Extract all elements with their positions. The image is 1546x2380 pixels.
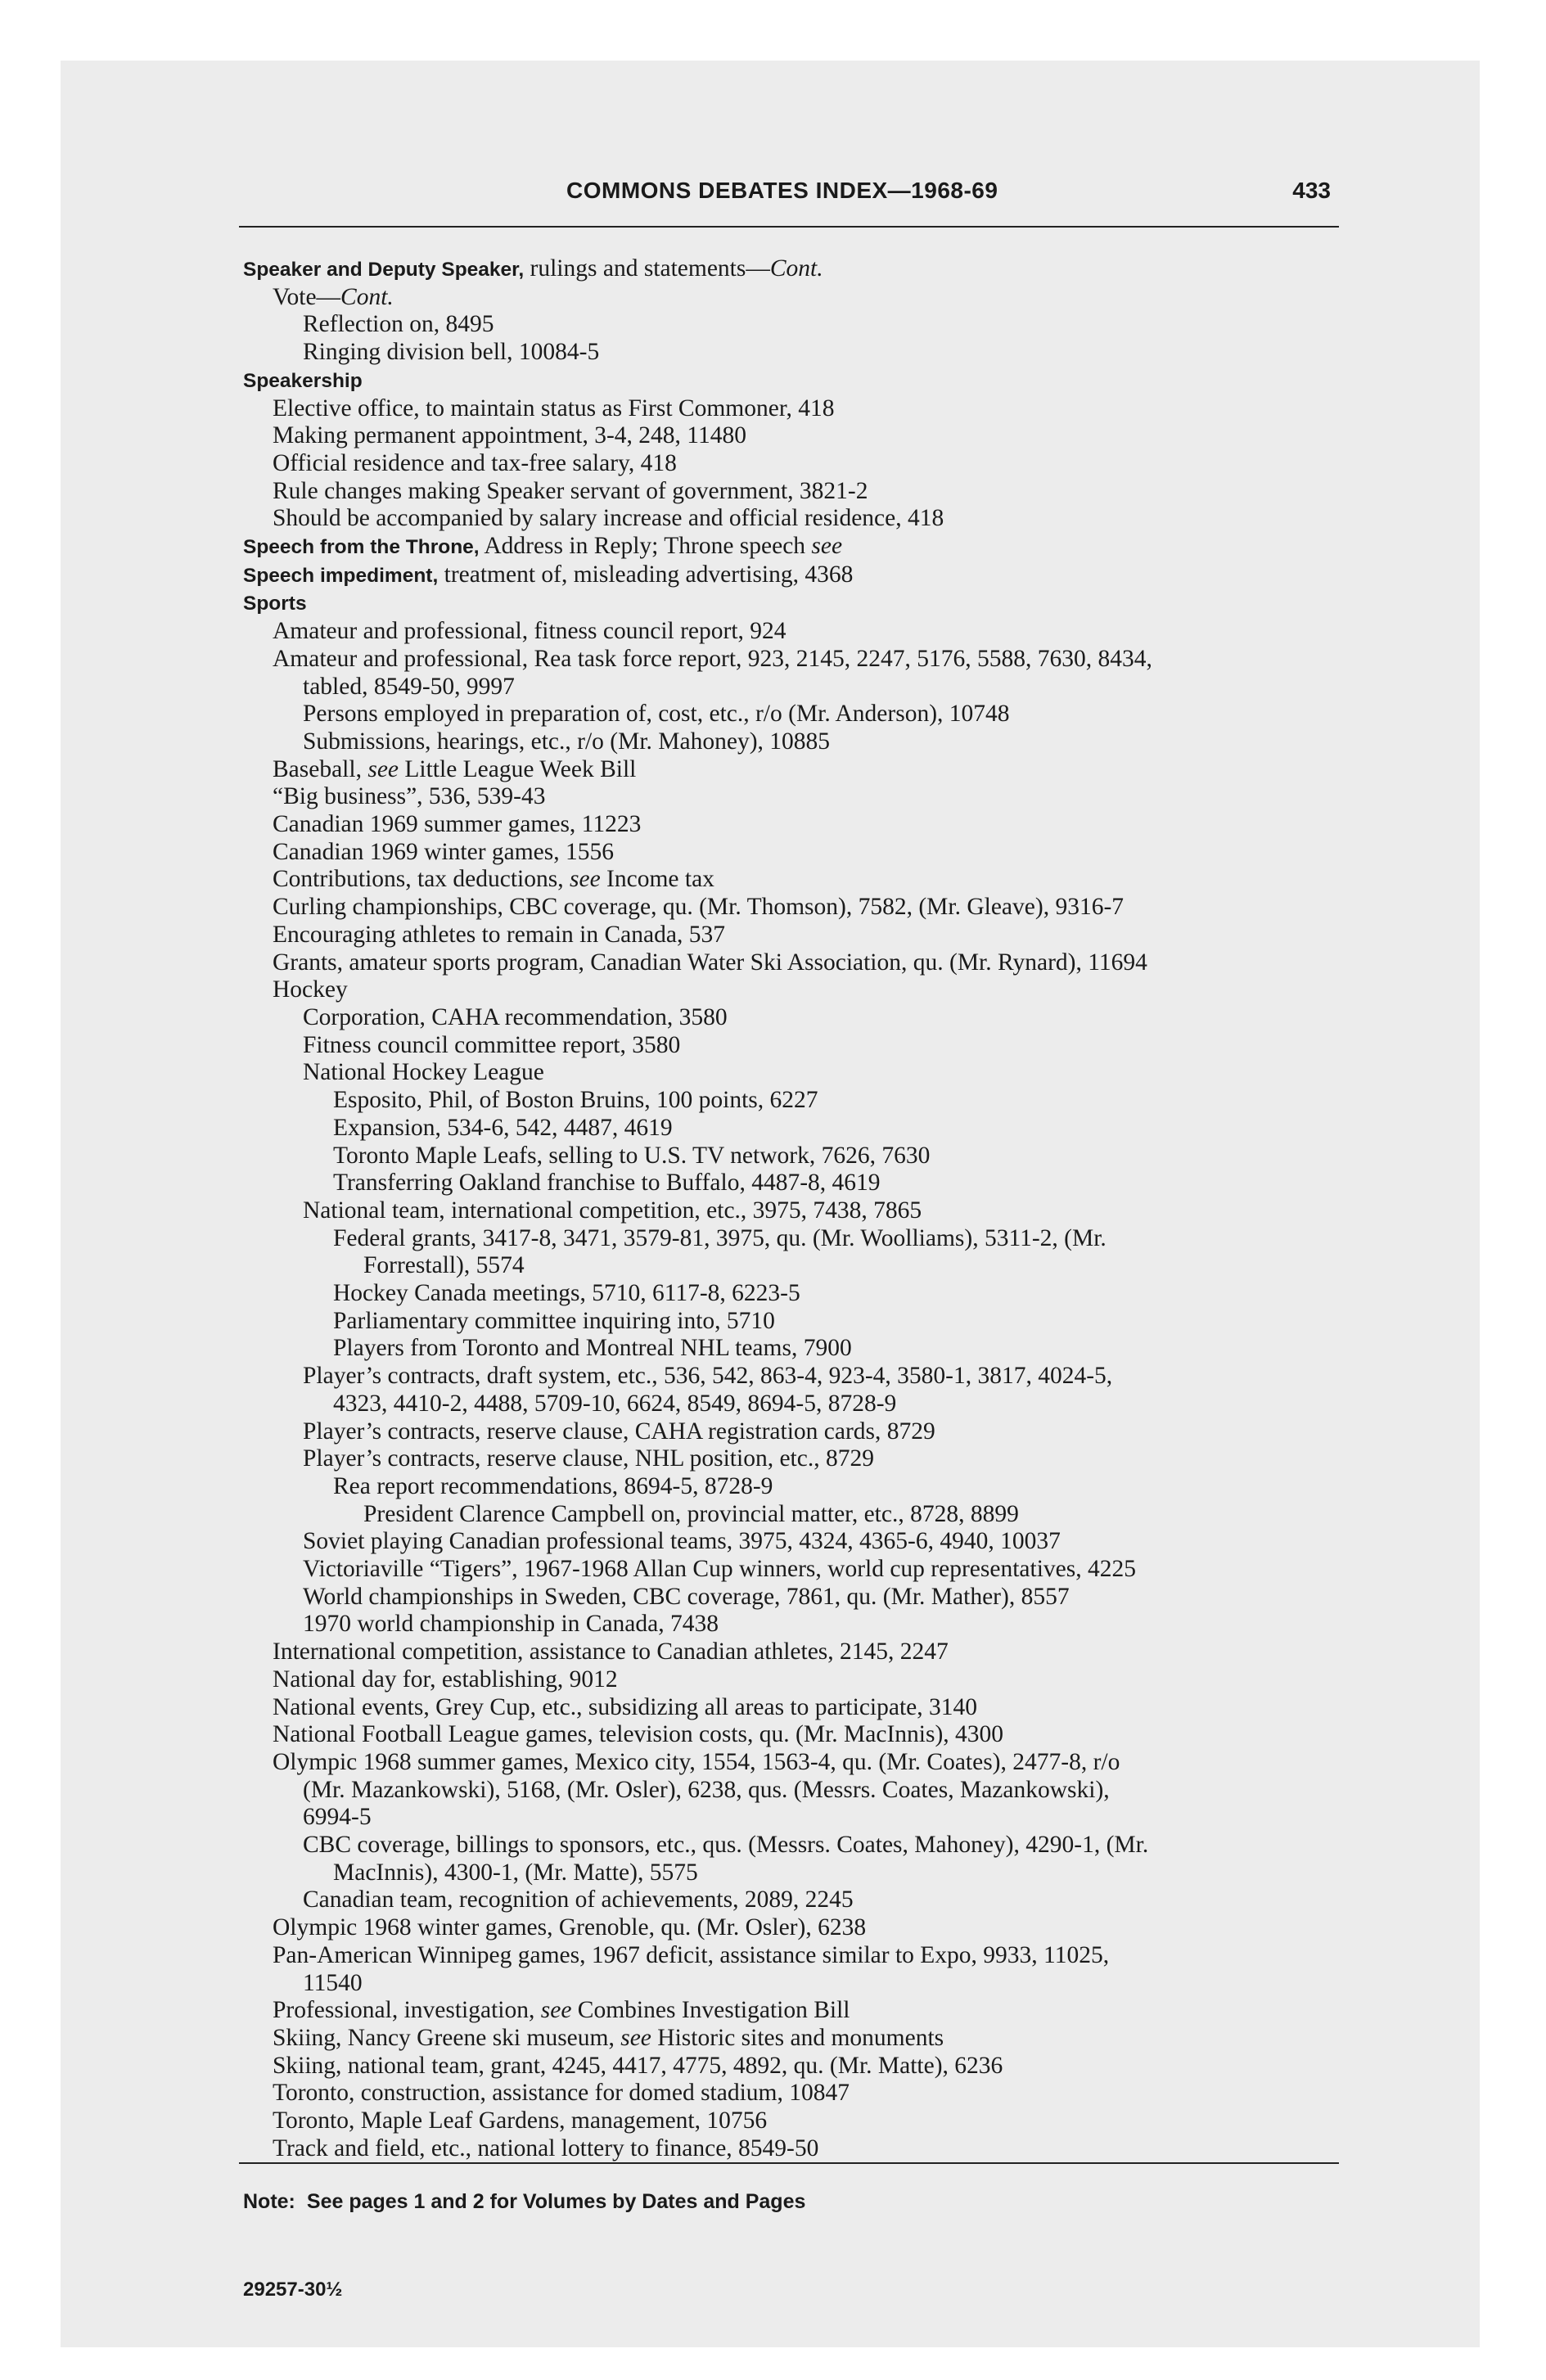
index-entry (243, 2025, 1356, 2053)
entry-text: Parliamentary committee inquiring into, 5710 (333, 1307, 775, 1334)
entry-text: Official residence and tax-free salary, 418 (273, 449, 677, 476)
entry-text: Rea report recommendations, 8694-5, 8728-9 (333, 1472, 773, 1499)
entry-text: Track and field, etc., national lottery to finance, 8549-50 (273, 2134, 819, 2161)
entry-text: Skiing, national team, grant, 4245, 4417, 4775, 4892, qu. (Mr. Matte), 6236 (273, 2052, 1003, 2079)
entry-text: Address in Reply; Throne speech (479, 533, 806, 560)
index-entry (243, 976, 1356, 1004)
entry-text: Professional, investigation, (273, 1997, 535, 2024)
entry-text: Historic sites and monuments (651, 2025, 944, 2051)
index-entry (243, 422, 1356, 450)
header-rule (239, 226, 1339, 228)
index-entry (243, 618, 1356, 646)
entry-text: rulings and statements— (524, 255, 770, 282)
entry-text: Amateur and professional, Rea task force report, 923, 2145, 2247, 5176, 5588, 7630, 8434, (273, 645, 1152, 672)
index-entry (243, 1942, 1356, 1970)
entry-text: Olympic 1968 summer games, Mexico city, 1554, 1563-4, qu. (Mr. Coates), 2477-8, r/o (273, 1748, 1120, 1775)
index-entry (243, 1804, 1356, 1832)
entry-heading: Speakership (243, 369, 363, 392)
index-entry (243, 561, 1356, 590)
index-entry (243, 1970, 1356, 1998)
index-entry (243, 1445, 1356, 1473)
entry-text: Ringing division bell, 10084-5 (303, 339, 600, 366)
entry-text: Amateur and professional, fitness council report, 924 (273, 618, 787, 645)
entry-text: Esposito, Phil, of Boston Bruins, 100 points, 6227 (333, 1087, 818, 1114)
entry-heading: Sports (243, 593, 307, 615)
index-entry (243, 1777, 1356, 1805)
entry-text: National team, international competition, etc., 3975, 7438, 7865 (303, 1197, 922, 1224)
entry-text: Player’s contracts, reserve clause, NHL position, etc., 8729 (303, 1445, 874, 1472)
entry-text: CBC coverage, billings to sponsors, etc., qus. (Messrs. Coates, Mahoney), 4290-1, (Mr. (303, 1832, 1149, 1859)
index-entry (243, 1997, 1356, 2025)
entry-italic: see (534, 1997, 572, 2024)
entry-text: Combines Investigation Bill (571, 1997, 850, 2024)
index-entry (243, 1501, 1356, 1529)
entry-text: Should be accompanied by salary increase and official residence, 418 (273, 505, 944, 532)
index-entry (243, 505, 1356, 533)
index-entry (243, 1639, 1356, 1666)
index-entry (243, 1859, 1356, 1887)
index-entry (243, 1280, 1356, 1308)
page-header (239, 168, 1336, 217)
entry-text: 6994-5 (303, 1804, 372, 1831)
index-entry (243, 339, 1356, 367)
index-entries (243, 255, 1356, 2163)
entry-italic: see (805, 533, 843, 560)
entry-heading: Speech impediment, (243, 564, 439, 587)
index-entry (243, 367, 1356, 395)
index-entry (243, 1059, 1356, 1087)
index-entry (243, 2053, 1356, 2080)
index-entry (243, 1308, 1356, 1336)
index-entry (243, 255, 1356, 284)
index-entry (243, 1335, 1356, 1363)
entry-text: Canadian team, recognition of achievements, 2089, 2245 (303, 1886, 854, 1913)
entry-heading: Speaker and Deputy Speaker, (243, 259, 525, 281)
entry-text: Expansion, 534-6, 542, 4487, 4619 (333, 1114, 673, 1141)
entry-text: Hockey (273, 976, 348, 1003)
running-title: COMMONS DEBATES INDEX—1968-69 (566, 178, 998, 203)
entry-heading: Speech from the Throne, (243, 536, 480, 559)
index-entry (243, 1556, 1356, 1584)
entry-text: Soviet playing Canadian professional teams, 3975, 4324, 4365-6, 4940, 10037 (303, 1528, 1061, 1555)
index-entry (243, 1087, 1356, 1115)
index-entry (243, 1886, 1356, 1914)
index-entry (243, 1197, 1356, 1225)
entry-text: Elective office, to maintain status as First Commoner, 418 (273, 394, 835, 421)
index-entry (243, 1694, 1356, 1722)
entry-text: Canadian 1969 winter games, 1556 (273, 838, 615, 865)
index-entry (243, 1004, 1356, 1032)
entry-text: Corporation, CAHA recommendation, 3580 (303, 1003, 728, 1030)
entry-text: Olympic 1968 winter games, Grenoble, qu. (Mr. Osler), 6238 (273, 1914, 867, 1941)
index-entry (243, 922, 1356, 949)
entry-text: Fitness council committee report, 3580 (303, 1031, 681, 1058)
index-entry (243, 1473, 1356, 1501)
index-entry (243, 1666, 1356, 1694)
entry-italic: Cont. (769, 255, 823, 282)
footer-code: 29257-30½ (243, 2279, 343, 2301)
entry-text: Federal grants, 3417-8, 3471, 3579-81, 3975, qu. (Mr. Woolliams), 5311-2, (Mr. (333, 1224, 1107, 1251)
entry-italic: Cont. (340, 283, 394, 310)
index-entry (243, 1115, 1356, 1143)
index-entry (243, 1252, 1356, 1280)
index-entry (243, 2080, 1356, 2107)
entry-text: Toronto Maple Leafs, selling to U.S. TV network, 7626, 7630 (333, 1142, 931, 1169)
entry-text: President Clarence Campbell on, provincial matter, etc., 8728, 8899 (363, 1500, 1019, 1527)
index-entry (243, 1914, 1356, 1942)
index-entry (243, 701, 1356, 728)
entry-text: Players from Toronto and Montreal NHL teams, 7900 (333, 1335, 852, 1362)
entry-text: Making permanent appointment, 3-4, 248, 11480 (273, 422, 746, 449)
entry-text: Vote— (273, 283, 341, 310)
index-entry (243, 1418, 1356, 1446)
index-entry (243, 450, 1356, 478)
entry-italic: see (361, 755, 399, 782)
entry-text: Income tax (600, 866, 714, 893)
footer-rule (239, 2162, 1339, 2164)
entry-text: 11540 (303, 1969, 363, 1996)
note (243, 2190, 805, 2214)
note-label: Note: (243, 2190, 295, 2213)
entry-text: Curling championships, CBC coverage, qu. (Mr. Thomson), 7582, (Mr. Gleave), 9316-7 (273, 894, 1125, 921)
entry-text: Toronto, Maple Leaf Gardens, management, 10756 (273, 2107, 768, 2134)
entry-text: Player’s contracts, draft system, etc., 536, 542, 863-4, 923-4, 3580-1, 3817, 4024-5, (303, 1363, 1113, 1390)
index-entry (243, 839, 1356, 867)
entry-text: 4323, 4410-2, 4488, 5709-10, 6624, 8549, 8694-5, 8728-9 (333, 1390, 897, 1417)
index-entry (243, 2135, 1356, 2163)
entry-text: Encouraging athletes to remain in Canada, 537 (273, 921, 725, 948)
entry-text: Pan-American Winnipeg games, 1967 deficit, assistance similar to Expo, 9933, 11025, (273, 1941, 1110, 1968)
entry-text: Reflection on, 8495 (303, 311, 494, 338)
entry-text: Skiing, Nancy Greene ski museum, (273, 2025, 615, 2051)
entry-text: World championships in Sweden, CBC coverage, 7861, qu. (Mr. Mather), 8557 (303, 1583, 1070, 1610)
index-entry (243, 1832, 1356, 1859)
entry-text: Little League Week Bill (399, 755, 637, 782)
index-entry (243, 1032, 1356, 1060)
index-entry (243, 1391, 1356, 1418)
index-entry (243, 1143, 1356, 1170)
entry-text: Canadian 1969 summer games, 11223 (273, 811, 642, 838)
entry-text: (Mr. Mazankowski), 5168, (Mr. Osler), 6238, qus. (Messrs. Coates, Mazankowski), (303, 1776, 1110, 1803)
index-entry (243, 783, 1356, 811)
entry-text: National Hockey League (303, 1059, 544, 1086)
entry-text: Rule changes making Speaker servant of government, 3821-2 (273, 477, 868, 504)
index-entry (243, 674, 1356, 701)
entry-text: National Football League games, television costs, qu. (Mr. MacInnis), 4300 (273, 1721, 1004, 1748)
index-entry (243, 533, 1356, 561)
entry-text: treatment of, misleading advertising, 4368 (438, 561, 854, 588)
index-entry (243, 1528, 1356, 1556)
entry-text: Player’s contracts, reserve clause, CAHA registration cards, 8729 (303, 1418, 935, 1445)
page-number: 433 (1292, 178, 1331, 203)
entry-text: MacInnis), 4300-1, (Mr. Matte), 5575 (333, 1859, 698, 1886)
index-entry (243, 756, 1356, 784)
entry-text: National day for, establishing, 9012 (273, 1666, 618, 1693)
note-text: See pages 1 and 2 for Volumes by Dates and Pages (306, 2190, 806, 2213)
index-entry (243, 478, 1356, 506)
entry-text: Submissions, hearings, etc., r/o (Mr. Mahoney), 10885 (303, 728, 831, 755)
index-entry (243, 284, 1356, 312)
entry-text: Forrestall), 5574 (363, 1252, 525, 1279)
index-entry (243, 1170, 1356, 1197)
entry-italic: see (563, 866, 601, 893)
entry-italic: see (614, 2025, 651, 2051)
index-entry (243, 395, 1356, 423)
entry-text: Contributions, tax deductions, (273, 866, 564, 893)
index-entry (243, 2107, 1356, 2135)
index-entry (243, 311, 1356, 339)
index-entry (243, 1721, 1356, 1749)
entry-text: Baseball, (273, 755, 362, 782)
entry-text: “Big business”, 536, 539-43 (273, 783, 546, 810)
entry-text: tabled, 8549-50, 9997 (303, 673, 515, 700)
entry-text: Persons employed in preparation of, cost, etc., r/o (Mr. Anderson), 10748 (303, 701, 1010, 728)
index-entry (243, 811, 1356, 839)
index-entry (243, 1225, 1356, 1253)
index-entry (243, 728, 1356, 756)
index-entry (243, 1611, 1356, 1639)
entry-text: Toronto, construction, assistance for domed stadium, 10847 (273, 2080, 850, 2107)
index-entry (243, 1363, 1356, 1391)
index-entry (243, 1584, 1356, 1611)
entry-text: National events, Grey Cup, etc., subsidizing all areas to participate, 3140 (273, 1693, 977, 1720)
entry-text: International competition, assistance to Canadian athletes, 2145, 2247 (273, 1639, 949, 1666)
index-entry (243, 894, 1356, 922)
entry-text: Grants, amateur sports program, Canadian Water Ski Association, qu. (Mr. Rynard), 11694 (273, 949, 1147, 976)
index-entry (243, 646, 1356, 674)
index-entry (243, 589, 1356, 618)
entry-text: Transferring Oakland franchise to Buffalo, 4487-8, 4619 (333, 1170, 881, 1197)
index-entry (243, 949, 1356, 977)
index-entry (243, 866, 1356, 894)
entry-text: 1970 world championship in Canada, 7438 (303, 1611, 719, 1638)
index-entry (243, 1749, 1356, 1777)
entry-text: Hockey Canada meetings, 5710, 6117-8, 6223-5 (333, 1280, 800, 1307)
entry-text: Victoriaville “Tigers”, 1967-1968 Allan Cup winners, world cup representatives, 4225 (303, 1556, 1136, 1583)
